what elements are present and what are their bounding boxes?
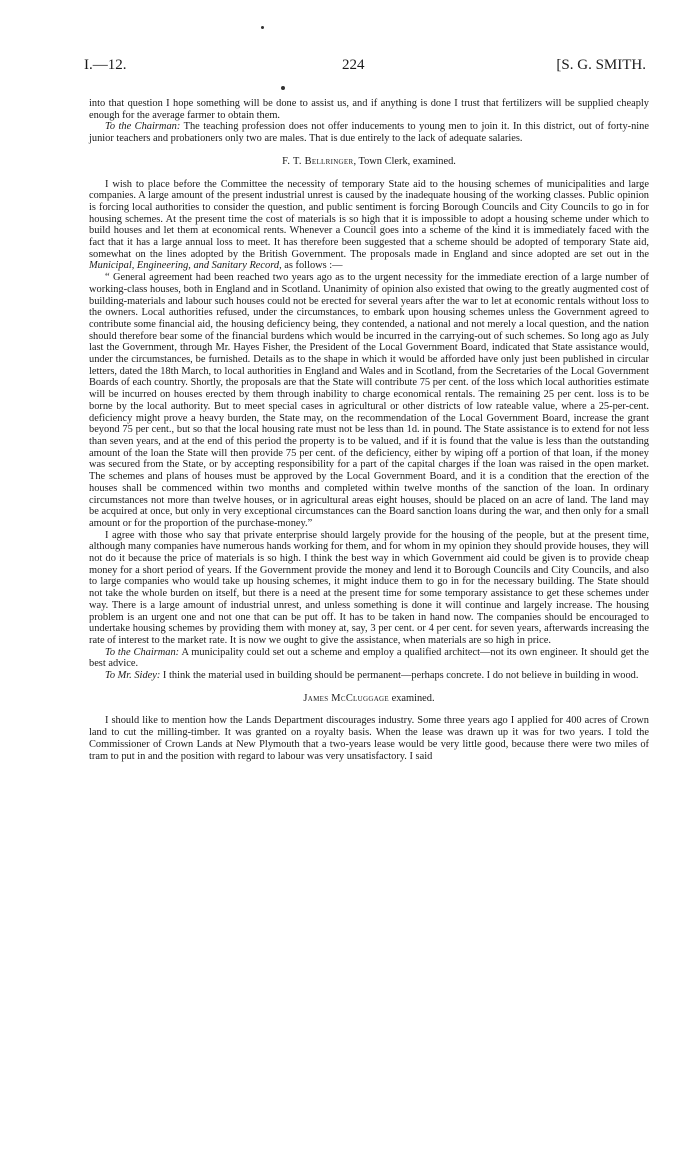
witness-name: James McCluggage bbox=[303, 692, 389, 704]
question-label: To the Chairman: bbox=[105, 646, 180, 658]
question-label: To Mr. Sidey: bbox=[105, 670, 161, 682]
page-body bbox=[89, 98, 649, 762]
paragraph-text: I think the material used in building should be permanent—perhaps concrete. I do not believe in building in wood. bbox=[160, 670, 639, 682]
paragraph-text: The teaching profession does not offer inducements to young men to join it. In this district, out of forty-nine junior teachers and probationers only two are males. That is due entirely to the lack of adequate salaries. bbox=[89, 121, 649, 145]
section-heading bbox=[89, 693, 649, 705]
witness-name: F. T. Bellringer bbox=[282, 155, 354, 167]
witness-title: , Town Clerk, examined. bbox=[353, 155, 456, 167]
page-header bbox=[84, 57, 646, 79]
paragraph bbox=[89, 121, 649, 144]
section-heading bbox=[89, 156, 649, 168]
page-number: 224 bbox=[342, 57, 365, 73]
ink-speck bbox=[281, 86, 285, 90]
paragraph: into that question I hope something will be done to assist us, and if anything is done I trust that fertilizers will be supplied cheaply enough for the average farmer to obtain them. bbox=[89, 98, 649, 121]
paragraph: I agree with those who say that private enterprise should largely provide for the housing of the people, but at the present time, although many companies have numerous hands working for them, and for whom in my opinion they should provide houses, they will not do it because the price of materials is so high. I think the best way in which Government aid could be given is to provide cheap money for a short period of years. If the Government provide the money and lend it to Borough Councils and City Councils, and also to large companies who would take up housing schemes, it might induce them to go in for the necessary building. The State should not take the whole burden on itself, but there is a need at the present time for some temporary assistance to get these schemes under way. There is a large amount of industrial unrest, and unless something is done it will continue and largely increase. The housing problem is an urgent one and not one that can be put off. It has to be taken in hand now. The companies should be encouraged to undertake housing schemes by providing them with money at, say, 3 per cent. or 4 per cent. for seven years, afterwards increasing the rate of interest to the market rate. It is now we ought to give the assistance, when materials are so high in price. bbox=[89, 529, 649, 646]
witness-title: examined. bbox=[388, 692, 435, 704]
paragraph: I should like to mention how the Lands Department discourages industry. Some three years ago I applied for 400 acres of Crown land to cut the milling-timber. It was granted on a royalty basis. When the lease was drawn up it was for two years. I told the Commissioner of Crown Lands at New Plymouth that a two-years lease would be very little good, because there were two miles of tram to put in and the position with regard to labour was very unsatisfactory. I said bbox=[89, 715, 649, 762]
paragraph-text: , as follows :— bbox=[279, 260, 343, 272]
witness-name-header: [S. G. SMITH. bbox=[556, 57, 646, 73]
quoted-paragraph: “ General agreement had been reached two years ago as to the urgent necessity for the immediate erection of a large number of working-class houses, both in England and in Scotland. Unanimity of opinion also existed that owing to the greatly augmented cost of building-materials and labour such houses could not be erected for several years after the war to let at economic rentals without loss to the owners. Local authorities refused, under the circumstances, to embark upon housing schemes unless the Government agreed to contribute some financial aid, the housing deficiency being, they contended, a national and not merely a local question, and the nation should therefore bear some of the financial burdens which would be incurred in the carrying-out of such schemes. So long ago as July last the Government, through Mr. Hayes Fisher, the President of the Local Government Board, indicated that State assistance would, under the circumstances, be furnished. Details as to the shape in which it would be afforded have only just been published in circular letters, dated the 18th March, to local authorities in England and Wales and in Scotland, from the Secretaries of the Local Government Boards of each country. Shortly, the proposals are that the State will contribute 75 per cent. of the loss which local authorities estimate will be incurred on houses erected by them through inability to charge economical rentals. The remaining 25 per cent. loss is to be borne by the local authority. But to meet special cases in agricultural or other districts of low rateable value, where a 25-per-cent. deficiency might prove a heavy burden, the State may, on the recommendation of the Local Government Board, increase the grant beyond 75 per cent., but so that the local housing rate must not be less than 1d. in pound. The State assistance is to extend for not less than seven years, and at the end of this period the property is to be valued, and if it is found that the value is less than the outstanding amount of the loan the State will then provide 75 per cent. of the deficiency, either by wiping off a portion of that loan, if the money was secured from the State, or by accepting responsibility for a part of the capital charges if the loan was raised in the open market. The schemes and plans of houses must be approved by the Local Government Board, and it is a condition that the erection of the houses shall be commenced within two months and completed within twelve months of the sanction of the loan. In ordinary circumstances not more than twelve houses, or in agricultural areas eight houses, should be placed on an acre of land. The land may be acquired at once, but only in very exceptional circumstances can the Board sanction loans during the war, and then only for a small amount or for the proportion of the purchase-money.” bbox=[89, 272, 649, 529]
question-label: To the Chairman: bbox=[105, 121, 181, 133]
paragraph bbox=[89, 670, 649, 682]
paragraph bbox=[89, 647, 649, 670]
paragraph-text: A municipality could set out a scheme and employ a qualified architect—not its own engineer. It should get the best advice. bbox=[89, 646, 649, 670]
paragraph-text: I wish to place before the Committee the necessity of temporary State aid to the housing schemes of municipalities and large companies. A large amount of the present industrial unrest is caused by the inadequate housing of the working classes. Public opinion is forcing local authorities to consider the question, and public sentiment is forcing Borough Councils and City Councils to go in for housing schemes. At the present time the cost of materials is so high that it is impossible to adopt a housing scheme under which to build houses and let them at economical rents. Whenever a Council goes into a scheme of the kind it is immediately faced with the fact that it has a large annual loss to meet. It has therefore been suggested that a scheme should be adopted of temporary State aid, somewhat on the lines adopted by the British Government. The proposals made in England and since adopted are set out in the bbox=[89, 178, 649, 260]
paragraph bbox=[89, 179, 649, 273]
ink-speck bbox=[261, 26, 264, 29]
publication-title: Municipal, Engineering, and Sanitary Record bbox=[89, 260, 280, 272]
document-reference: I.—12. bbox=[84, 57, 127, 73]
